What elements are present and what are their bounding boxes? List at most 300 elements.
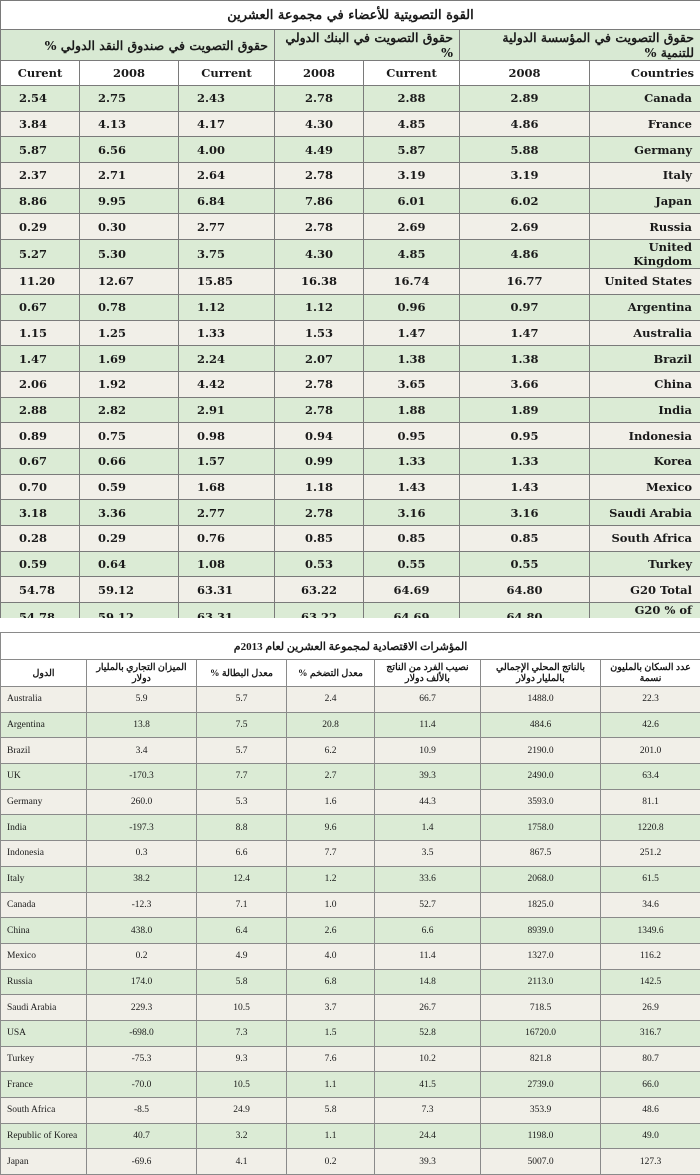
imf-2008-cell: 0.30 xyxy=(80,214,179,240)
ida-current-cell: 2.69 xyxy=(364,214,460,240)
imf-2008-cell: 0.66 xyxy=(80,448,179,474)
ida-current-cell: 3.19 xyxy=(364,163,460,189)
population-cell: 66.0 xyxy=(601,1072,700,1098)
table-row xyxy=(1,294,700,320)
unemployment-cell: 5.7 xyxy=(197,738,287,764)
column-header: 2008 xyxy=(275,61,364,86)
ida-current-cell: 1.43 xyxy=(364,474,460,500)
table-row xyxy=(1,1123,700,1149)
table-row xyxy=(1,111,700,137)
gdp-cell: 2490.0 xyxy=(481,764,601,790)
ida-current-cell: 16.74 xyxy=(364,269,460,295)
population-cell: 142.5 xyxy=(601,969,700,995)
gdp-per-capita-cell: 11.4 xyxy=(375,712,481,738)
population-cell: 34.6 xyxy=(601,892,700,918)
gdp-cell: 1758.0 xyxy=(481,815,601,841)
ida-2008-cell: 1.89 xyxy=(460,397,590,423)
ida-2008-cell: 3.19 xyxy=(460,163,590,189)
population-cell: 251.2 xyxy=(601,841,700,867)
table-row xyxy=(1,764,700,790)
imf-2008-cell: 1.69 xyxy=(80,346,179,372)
country-cell: Brazil xyxy=(1,738,87,764)
ida-2008-cell: 64.80 xyxy=(460,577,590,603)
imf-2008-cell: 59.12 xyxy=(80,577,179,603)
wb-2008-cell: 2.78 xyxy=(275,500,364,526)
unemployment-cell: 7.1 xyxy=(197,892,287,918)
table-row xyxy=(1,214,700,240)
wb-2008-cell: 1.53 xyxy=(275,320,364,346)
table-row xyxy=(1,269,700,295)
table-row xyxy=(1,448,700,474)
imf-2008-cell: 0.64 xyxy=(80,551,179,577)
unemployment-cell: 7.5 xyxy=(197,712,287,738)
country-cell: Australia xyxy=(590,320,700,346)
country-cell: France xyxy=(1,1072,87,1098)
trade-balance-cell: -69.6 xyxy=(87,1149,197,1175)
table-row xyxy=(1,1046,700,1072)
column-header-population: عدد السكان بالمليون نسمة xyxy=(601,660,700,687)
voting-column-headers xyxy=(1,61,700,86)
table-row xyxy=(1,86,700,112)
ida-current-cell: 2.88 xyxy=(364,86,460,112)
table-row xyxy=(1,892,700,918)
table-row xyxy=(1,1072,700,1098)
wb-2008-cell: 2.78 xyxy=(275,86,364,112)
wb-2008-cell: 1.12 xyxy=(275,294,364,320)
country-cell: Brazil xyxy=(590,346,700,372)
wb-current-cell: 2.91 xyxy=(179,397,275,423)
unemployment-cell: 7.3 xyxy=(197,1020,287,1046)
gdp-cell: 5007.0 xyxy=(481,1149,601,1175)
ida-current-cell: 1.47 xyxy=(364,320,460,346)
table-row xyxy=(1,969,700,995)
country-cell: Turkey xyxy=(1,1046,87,1072)
wb-2008-cell: 2.78 xyxy=(275,214,364,240)
gdp-cell: 718.5 xyxy=(481,995,601,1021)
unemployment-cell: 4.1 xyxy=(197,1149,287,1175)
unemployment-cell: 4.9 xyxy=(197,943,287,969)
ida-2008-cell: 4.86 xyxy=(460,240,590,269)
wb-2008-cell: 0.85 xyxy=(275,526,364,552)
imf-current-cell: 2.54 xyxy=(1,86,80,112)
ida-2008-cell: 1.43 xyxy=(460,474,590,500)
table-row xyxy=(1,526,700,552)
wb-current-cell: 6.84 xyxy=(179,188,275,214)
imf-current-cell: 2.06 xyxy=(1,371,80,397)
table-row xyxy=(1,163,700,189)
imf-current-cell: 0.70 xyxy=(1,474,80,500)
gdp-per-capita-cell: 26.7 xyxy=(375,995,481,1021)
imf-2008-cell: 2.75 xyxy=(80,86,179,112)
wb-current-cell: 0.98 xyxy=(179,423,275,449)
population-cell: 48.6 xyxy=(601,1098,700,1124)
wb-2008-cell: 1.18 xyxy=(275,474,364,500)
trade-balance-cell: 5.9 xyxy=(87,687,197,713)
table-row xyxy=(1,346,700,372)
imf-current-cell: 54.78 xyxy=(1,577,80,603)
population-cell: 116.2 xyxy=(601,943,700,969)
imf-current-cell: 0.59 xyxy=(1,551,80,577)
population-cell: 127.3 xyxy=(601,1149,700,1175)
column-header-countries: Countries xyxy=(590,61,700,86)
country-cell: USA xyxy=(1,1020,87,1046)
trade-balance-cell: -170.3 xyxy=(87,764,197,790)
population-cell: 49.0 xyxy=(601,1123,700,1149)
table-row xyxy=(1,995,700,1021)
trade-balance-cell: -70.0 xyxy=(87,1072,197,1098)
country-cell: Canada xyxy=(1,892,87,918)
imf-current-cell: 1.47 xyxy=(1,346,80,372)
imf-current-cell: 5.27 xyxy=(1,240,80,269)
imf-current-cell: 0.89 xyxy=(1,423,80,449)
trade-balance-cell: 13.8 xyxy=(87,712,197,738)
ida-current-cell: 6.01 xyxy=(364,188,460,214)
country-cell: United States xyxy=(590,269,700,295)
column-header: 2008 xyxy=(80,61,179,86)
wb-2008-cell: 0.53 xyxy=(275,551,364,577)
wb-2008-cell: 4.30 xyxy=(275,111,364,137)
imf-2008-cell: 0.29 xyxy=(80,526,179,552)
gdp-cell: 1488.0 xyxy=(481,687,601,713)
population-cell: 42.6 xyxy=(601,712,700,738)
ida-group-header: حقوق التصويت في المؤسسة الدولية للتنمية % xyxy=(460,30,700,61)
imf-2008-cell: 9.95 xyxy=(80,188,179,214)
gdp-cell: 2190.0 xyxy=(481,738,601,764)
gdp-cell: 3593.0 xyxy=(481,789,601,815)
inflation-cell: 4.0 xyxy=(287,943,375,969)
ida-2008-cell: 1.38 xyxy=(460,346,590,372)
wb-current-cell: 2.64 xyxy=(179,163,275,189)
ida-current-cell: 1.33 xyxy=(364,448,460,474)
population-cell: 61.5 xyxy=(601,866,700,892)
population-cell: 1349.6 xyxy=(601,918,700,944)
imf-2008-cell: 6.56 xyxy=(80,137,179,163)
table-row xyxy=(1,320,700,346)
section-separator xyxy=(0,618,700,632)
wb-2008-cell: 2.78 xyxy=(275,397,364,423)
ida-2008-cell: 3.16 xyxy=(460,500,590,526)
column-header: Current xyxy=(364,61,460,86)
trade-balance-cell: 174.0 xyxy=(87,969,197,995)
imf-current-cell: 5.87 xyxy=(1,137,80,163)
table-row xyxy=(1,815,700,841)
wb-2008-cell: 4.30 xyxy=(275,240,364,269)
wb-2008-cell: 2.78 xyxy=(275,371,364,397)
imf-current-cell: 0.29 xyxy=(1,214,80,240)
country-cell: Indonesia xyxy=(1,841,87,867)
gdp-per-capita-cell: 6.6 xyxy=(375,918,481,944)
imf-2008-cell: 1.25 xyxy=(80,320,179,346)
inflation-cell: 6.8 xyxy=(287,969,375,995)
column-header: Curent xyxy=(1,61,80,86)
country-cell: Mexico xyxy=(590,474,700,500)
gdp-per-capita-cell: 11.4 xyxy=(375,943,481,969)
imf-current-cell: 0.28 xyxy=(1,526,80,552)
inflation-cell: 1.1 xyxy=(287,1072,375,1098)
ida-current-cell: 3.16 xyxy=(364,500,460,526)
country-cell: China xyxy=(590,371,700,397)
ida-current-cell: 0.96 xyxy=(364,294,460,320)
inflation-cell: 6.2 xyxy=(287,738,375,764)
table-row xyxy=(1,240,700,269)
imf-2008-cell: 2.71 xyxy=(80,163,179,189)
inflation-cell: 5.8 xyxy=(287,1098,375,1124)
unemployment-cell: 3.2 xyxy=(197,1123,287,1149)
country-cell: Italy xyxy=(590,163,700,189)
trade-balance-cell: -698.0 xyxy=(87,1020,197,1046)
country-cell: India xyxy=(590,397,700,423)
gdp-per-capita-cell: 66.7 xyxy=(375,687,481,713)
unemployment-cell: 5.7 xyxy=(197,687,287,713)
wb-current-cell: 4.00 xyxy=(179,137,275,163)
gdp-cell: 1327.0 xyxy=(481,943,601,969)
gdp-cell: 2068.0 xyxy=(481,866,601,892)
wb-current-cell: 1.57 xyxy=(179,448,275,474)
trade-balance-cell: 38.2 xyxy=(87,866,197,892)
country-cell: Japan xyxy=(590,188,700,214)
imf-2008-cell: 0.78 xyxy=(80,294,179,320)
country-cell: Turkey xyxy=(590,551,700,577)
country-cell: United Kingdom xyxy=(590,240,700,269)
inflation-cell: 1.5 xyxy=(287,1020,375,1046)
table-row xyxy=(1,1020,700,1046)
table-row xyxy=(1,841,700,867)
inflation-cell: 1.6 xyxy=(287,789,375,815)
country-cell: Japan xyxy=(1,1149,87,1175)
unemployment-cell: 7.7 xyxy=(197,764,287,790)
ida-2008-cell: 3.66 xyxy=(460,371,590,397)
ida-current-cell: 0.95 xyxy=(364,423,460,449)
wb-2008-cell: 2.78 xyxy=(275,163,364,189)
wb-current-cell: 2.77 xyxy=(179,500,275,526)
imf-2008-cell: 3.36 xyxy=(80,500,179,526)
table-row xyxy=(1,738,700,764)
ida-2008-cell: 2.69 xyxy=(460,214,590,240)
gdp-per-capita-cell: 10.9 xyxy=(375,738,481,764)
table-row xyxy=(1,188,700,214)
economic-table-title: المؤشرات الاقتصادية لمجموعة العشرين لعام 2013م xyxy=(1,633,700,660)
trade-balance-cell: 229.3 xyxy=(87,995,197,1021)
gdp-per-capita-cell: 24.4 xyxy=(375,1123,481,1149)
country-cell: Germany xyxy=(590,137,700,163)
wb-2008-cell: 16.38 xyxy=(275,269,364,295)
wb-group-header: حقوق التصويت في البنك الدولي % xyxy=(275,30,460,61)
table-row xyxy=(1,500,700,526)
unemployment-cell: 6.6 xyxy=(197,841,287,867)
inflation-cell: 20.8 xyxy=(287,712,375,738)
inflation-cell: 3.7 xyxy=(287,995,375,1021)
wb-current-cell: 2.43 xyxy=(179,86,275,112)
trade-balance-cell: -12.3 xyxy=(87,892,197,918)
imf-current-cell: 2.88 xyxy=(1,397,80,423)
wb-2008-cell: 0.94 xyxy=(275,423,364,449)
unemployment-cell: 6.4 xyxy=(197,918,287,944)
wb-2008-cell: 4.49 xyxy=(275,137,364,163)
gdp-per-capita-cell: 52.7 xyxy=(375,892,481,918)
wb-current-cell: 0.76 xyxy=(179,526,275,552)
population-cell: 22.3 xyxy=(601,687,700,713)
country-cell: Russia xyxy=(1,969,87,995)
country-cell: South Africa xyxy=(1,1098,87,1124)
imf-2008-cell: 5.30 xyxy=(80,240,179,269)
voting-table-title: القوة التصويتية للأعضاء في مجموعة العشرين xyxy=(1,1,700,30)
table-row xyxy=(1,1149,700,1175)
gdp-per-capita-cell: 1.4 xyxy=(375,815,481,841)
wb-current-cell: 3.75 xyxy=(179,240,275,269)
wb-current-cell: 2.24 xyxy=(179,346,275,372)
wb-2008-cell: 63.22 xyxy=(275,577,364,603)
ida-2008-cell: 4.86 xyxy=(460,111,590,137)
table-row xyxy=(1,943,700,969)
inflation-cell: 2.6 xyxy=(287,918,375,944)
gdp-cell: 867.5 xyxy=(481,841,601,867)
ida-current-cell: 3.65 xyxy=(364,371,460,397)
country-cell: South Africa xyxy=(590,526,700,552)
economic-indicators-table xyxy=(0,632,700,1175)
wb-2008-cell: 2.07 xyxy=(275,346,364,372)
trade-balance-cell: 260.0 xyxy=(87,789,197,815)
unemployment-cell: 5.8 xyxy=(197,969,287,995)
trade-balance-cell: 0.3 xyxy=(87,841,197,867)
ida-current-cell: 0.55 xyxy=(364,551,460,577)
gdp-cell: 1825.0 xyxy=(481,892,601,918)
table-row xyxy=(1,866,700,892)
column-header-inflation: معدل التضخم % xyxy=(287,660,375,687)
column-header-countries: الدول xyxy=(1,660,87,687)
column-header: Current xyxy=(179,61,275,86)
table-row xyxy=(1,789,700,815)
imf-current-cell: 1.15 xyxy=(1,320,80,346)
ida-2008-cell: 1.33 xyxy=(460,448,590,474)
country-cell: India xyxy=(1,815,87,841)
gdp-cell: 2739.0 xyxy=(481,1072,601,1098)
gdp-cell: 821.8 xyxy=(481,1046,601,1072)
ida-2008-cell: 0.95 xyxy=(460,423,590,449)
wb-current-cell: 63.31 xyxy=(179,577,275,603)
table-row xyxy=(1,712,700,738)
trade-balance-cell: -8.5 xyxy=(87,1098,197,1124)
table-row xyxy=(1,371,700,397)
ida-current-cell: 64.69 xyxy=(364,577,460,603)
imf-2008-cell: 0.59 xyxy=(80,474,179,500)
imf-current-cell: 0.67 xyxy=(1,448,80,474)
gdp-per-capita-cell: 44.3 xyxy=(375,789,481,815)
population-cell: 201.0 xyxy=(601,738,700,764)
imf-2008-cell: 12.67 xyxy=(80,269,179,295)
inflation-cell: 7.6 xyxy=(287,1046,375,1072)
country-cell: Australia xyxy=(1,687,87,713)
imf-current-cell: 3.84 xyxy=(1,111,80,137)
ida-current-cell: 1.88 xyxy=(364,397,460,423)
imf-current-cell: 11.20 xyxy=(1,269,80,295)
country-cell: Saudi Arabia xyxy=(590,500,700,526)
population-cell: 80.7 xyxy=(601,1046,700,1072)
gdp-cell: 8939.0 xyxy=(481,918,601,944)
table-row xyxy=(1,551,700,577)
inflation-cell: 9.6 xyxy=(287,815,375,841)
wb-2008-cell: 7.86 xyxy=(275,188,364,214)
ida-current-cell: 4.85 xyxy=(364,111,460,137)
wb-current-cell: 2.77 xyxy=(179,214,275,240)
population-cell: 26.9 xyxy=(601,995,700,1021)
country-cell: Republic of Korea xyxy=(1,1123,87,1149)
ida-current-cell: 4.85 xyxy=(364,240,460,269)
country-cell: France xyxy=(590,111,700,137)
unemployment-cell: 10.5 xyxy=(197,1072,287,1098)
column-header: 2008 xyxy=(460,61,590,86)
gdp-per-capita-cell: 41.5 xyxy=(375,1072,481,1098)
imf-2008-cell: 4.13 xyxy=(80,111,179,137)
ida-current-cell: 5.87 xyxy=(364,137,460,163)
country-cell: Canada xyxy=(590,86,700,112)
ida-2008-cell: 16.77 xyxy=(460,269,590,295)
table-row xyxy=(1,687,700,713)
wb-current-cell: 15.85 xyxy=(179,269,275,295)
table-row xyxy=(1,1098,700,1124)
imf-group-header: حقوق التصويت في صندوق النقد الدولي % xyxy=(1,30,275,61)
gdp-cell: 1198.0 xyxy=(481,1123,601,1149)
country-cell: G20 Total xyxy=(590,577,700,603)
imf-current-cell: 2.37 xyxy=(1,163,80,189)
unemployment-cell: 12.4 xyxy=(197,866,287,892)
wb-current-cell: 1.12 xyxy=(179,294,275,320)
gdp-per-capita-cell: 52.8 xyxy=(375,1020,481,1046)
trade-balance-cell: 40.7 xyxy=(87,1123,197,1149)
unemployment-cell: 24.9 xyxy=(197,1098,287,1124)
table-row xyxy=(1,423,700,449)
imf-current-cell: 0.67 xyxy=(1,294,80,320)
ida-2008-cell: 0.85 xyxy=(460,526,590,552)
country-cell: UK xyxy=(1,764,87,790)
column-header-trade-balance: الميزان التجاري بالمليار دولار xyxy=(87,660,197,687)
gdp-per-capita-cell: 39.3 xyxy=(375,764,481,790)
country-cell: Mexico xyxy=(1,943,87,969)
trade-balance-cell: -197.3 xyxy=(87,815,197,841)
table-row xyxy=(1,137,700,163)
wb-2008-cell: 0.99 xyxy=(275,448,364,474)
gdp-per-capita-cell: 39.3 xyxy=(375,1149,481,1175)
column-header-unemployment: معدل البطالة % xyxy=(197,660,287,687)
unemployment-cell: 8.8 xyxy=(197,815,287,841)
inflation-cell: 1.0 xyxy=(287,892,375,918)
ida-2008-cell: 1.47 xyxy=(460,320,590,346)
unemployment-cell: 10.5 xyxy=(197,995,287,1021)
ida-2008-cell: 5.88 xyxy=(460,137,590,163)
country-cell: Germany xyxy=(1,789,87,815)
inflation-cell: 0.2 xyxy=(287,1149,375,1175)
gdp-per-capita-cell: 14.8 xyxy=(375,969,481,995)
gdp-cell: 484.6 xyxy=(481,712,601,738)
table-row xyxy=(1,918,700,944)
inflation-cell: 7.7 xyxy=(287,841,375,867)
inflation-cell: 2.7 xyxy=(287,764,375,790)
ida-2008-cell: 6.02 xyxy=(460,188,590,214)
imf-current-cell: 3.18 xyxy=(1,500,80,526)
inflation-cell: 1.1 xyxy=(287,1123,375,1149)
country-cell: Korea xyxy=(590,448,700,474)
table-row xyxy=(1,397,700,423)
gdp-per-capita-cell: 3.5 xyxy=(375,841,481,867)
wb-current-cell: 4.17 xyxy=(179,111,275,137)
column-header-gdp-per-capita: نصيب الفرد من الناتج بالألف دولار xyxy=(375,660,481,687)
wb-current-cell: 1.33 xyxy=(179,320,275,346)
ida-2008-cell: 0.55 xyxy=(460,551,590,577)
gdp-per-capita-cell: 7.3 xyxy=(375,1098,481,1124)
ida-2008-cell: 0.97 xyxy=(460,294,590,320)
unemployment-cell: 5.3 xyxy=(197,789,287,815)
imf-2008-cell: 1.92 xyxy=(80,371,179,397)
population-cell: 81.1 xyxy=(601,789,700,815)
